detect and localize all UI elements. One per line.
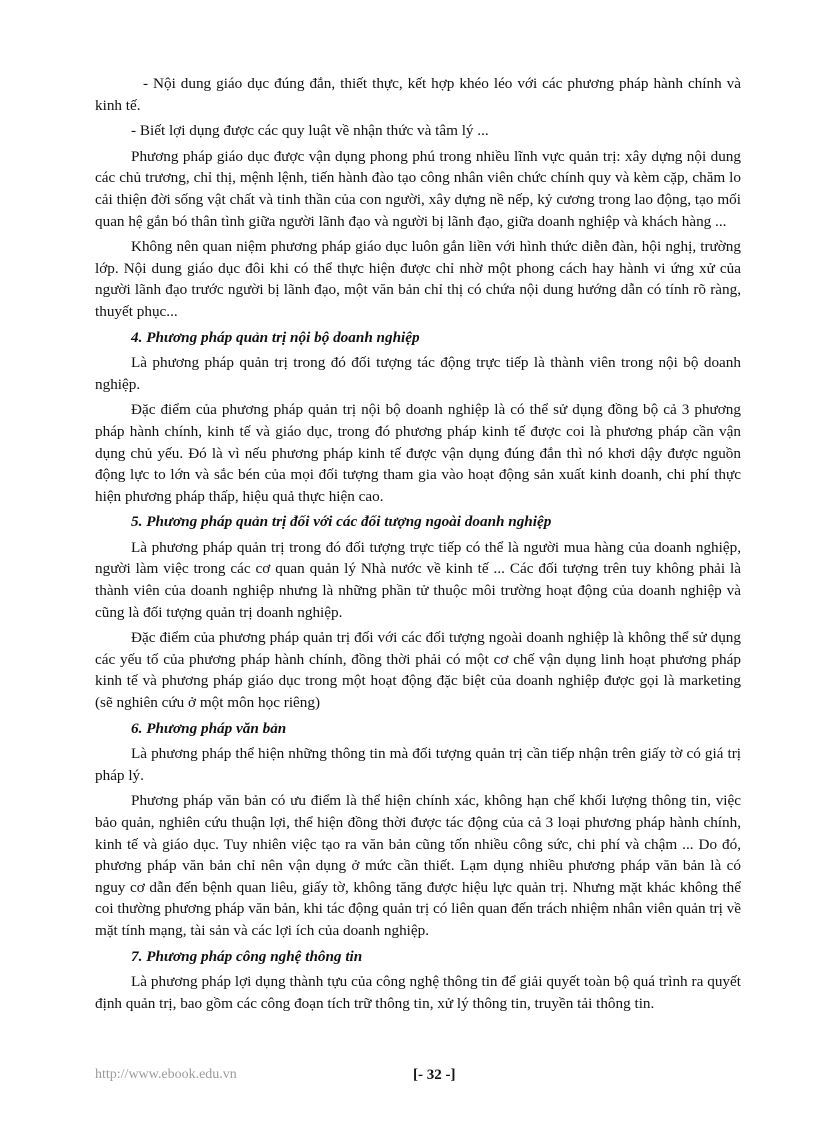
section-heading: 5. Phương pháp quản trị đối với các đối tượng ngoài doanh nghiệp bbox=[131, 513, 552, 531]
body-paragraph: Là phương pháp thể hiện những thông tin mà đối tượng quản trị cần tiếp nhận trên giấy tờ có giá trị pháp lý. bbox=[95, 745, 741, 784]
body-paragraph: Phương pháp giáo dục được vận dụng phong phú trong nhiều lĩnh vực quản trị: xây dựng nội dung các chủ trương, chỉ thị, mệnh lệnh, tiến hành đào tạo công nhân viên chức chính quy và kèm cặp, chăm lo cải thiện đời sống vật chất và tinh thần của con người, xây dựng nề nếp, kỷ cương trong lao động, tạo mối quan hệ gắn bó thân tình giữa người lãnh đạo và người bị lãnh đạo, giữa doanh nghiệp và khách hàng ... bbox=[95, 147, 741, 230]
section-heading: 4. Phương pháp quản trị nội bộ doanh nghiệp bbox=[131, 328, 420, 346]
section-heading: 6. Phương pháp văn bản bbox=[131, 719, 287, 737]
body-paragraph: - Biết lợi dụng được các quy luật về nhận thức và tâm lý ... bbox=[131, 122, 489, 140]
body-paragraph: Là phương pháp quản trị trong đó đối tượng tác động trực tiếp là thành viên trong nội bộ doanh nghiệp. bbox=[95, 354, 741, 393]
body-paragraph: Là phương pháp lợi dụng thành tựu của công nghệ thông tin để giải quyết toàn bộ quá trình ra quyết định quản trị, bao gồm các công đoạn tích trữ thông tin, xử lý thông tin, truyền tải thông tin. bbox=[95, 973, 741, 1012]
body-paragraph: Phương pháp văn bản có ưu điểm là thể hiện chính xác, không hạn chế khối lượng thông tin, việc bảo quản, nghiên cứu thuận lợi, thể hiện đồng thời được tác động của cả 3 loại phương pháp hành chính, kinh tế và giáo dục. Tuy nhiên việc tạo ra văn bản cũng tốn nhiều công sức, chi phí và chậm ... Do đó, phương pháp văn bản chỉ nên vận dụng ở mức cần thiết. Lạm dụng nhiều phương pháp văn bản là có nguy cơ dẫn đến bệnh quan liêu, giấy tờ, không tăng được hiệu lực quản trị. Nhưng mặt khác không thể coi thường phương pháp văn bản, khi tác động quản trị có liên quan đến trách nhiệm nhân viên quản trị về mặt tính mạng, tài sản và các lợi ích của doanh nghiệp. bbox=[95, 792, 741, 939]
footer-url: http://www.ebook.edu.vn bbox=[95, 1067, 237, 1082]
document-body bbox=[95, 73, 741, 1018]
body-paragraph: Đặc điểm của phương pháp quản trị đối với các đối tượng ngoài doanh nghiệp là không thể sử dụng các yếu tố của phương pháp hành chính, đồng thời phải có một cơ chế vận dụng linh hoạt phương pháp kinh tế và phương pháp giáo dục trong một hoạt động đặc biệt của doanh nghiệp được gọi là marketing (sẽ nghiên cứu ở một môn học riêng) bbox=[95, 629, 741, 712]
body-paragraph: Đặc điểm của phương pháp quản trị nội bộ doanh nghiệp là có thể sử dụng đồng bộ cả 3 phương pháp hành chính, kinh tế và giáo dục, trong đó phương pháp kinh tế được coi là phương pháp cần vận dụng chủ yếu. Đó là vì nếu phương pháp kinh tế được vận dụng đúng đắn thì nó khơi dậy được nguồn động lực to lớn và sắc bén của mọi đối tượng tham gia vào hoạt động sản xuất kinh doanh, chi phí thực hiện phương pháp thấp, hiệu quả thực hiện cao. bbox=[95, 401, 741, 505]
page-number: [- 32 -] bbox=[413, 1067, 456, 1083]
section-heading: 7. Phương pháp công nghệ thông tin bbox=[131, 947, 363, 965]
body-paragraph: - Nội dung giáo dục đúng đắn, thiết thực, kết hợp khéo léo với các phương pháp hành chính và kinh tế. bbox=[95, 75, 741, 114]
body-paragraph: Không nên quan niệm phương pháp giáo dục luôn gắn liền với hình thức diễn đàn, hội nghị, trường lớp. Nội dung giáo dục đôi khi có thể thực hiện được chỉ nhờ một phong cách hay hành vi ứng xử của người lãnh đạo trước người bị lãnh đạo, một văn bản chỉ thị có chứa nội dung hướng dẫn có tính rõ ràng, thuyết phục... bbox=[95, 238, 741, 320]
body-paragraph: Là phương pháp quản trị trong đó đối tượng trực tiếp có thể là người mua hàng của doanh nghiệp, người làm việc trong các cơ quan quản lý Nhà nước về kinh tế ... Các đối tượng trên tuy không phải là thành viên của doanh nghiệp nhưng là những phần tử thuộc môi trường hoạt động của doanh nghiệp và cũng là đối tượng quản trị doanh nghiệp. bbox=[95, 538, 741, 621]
page-footer bbox=[95, 1067, 741, 1091]
